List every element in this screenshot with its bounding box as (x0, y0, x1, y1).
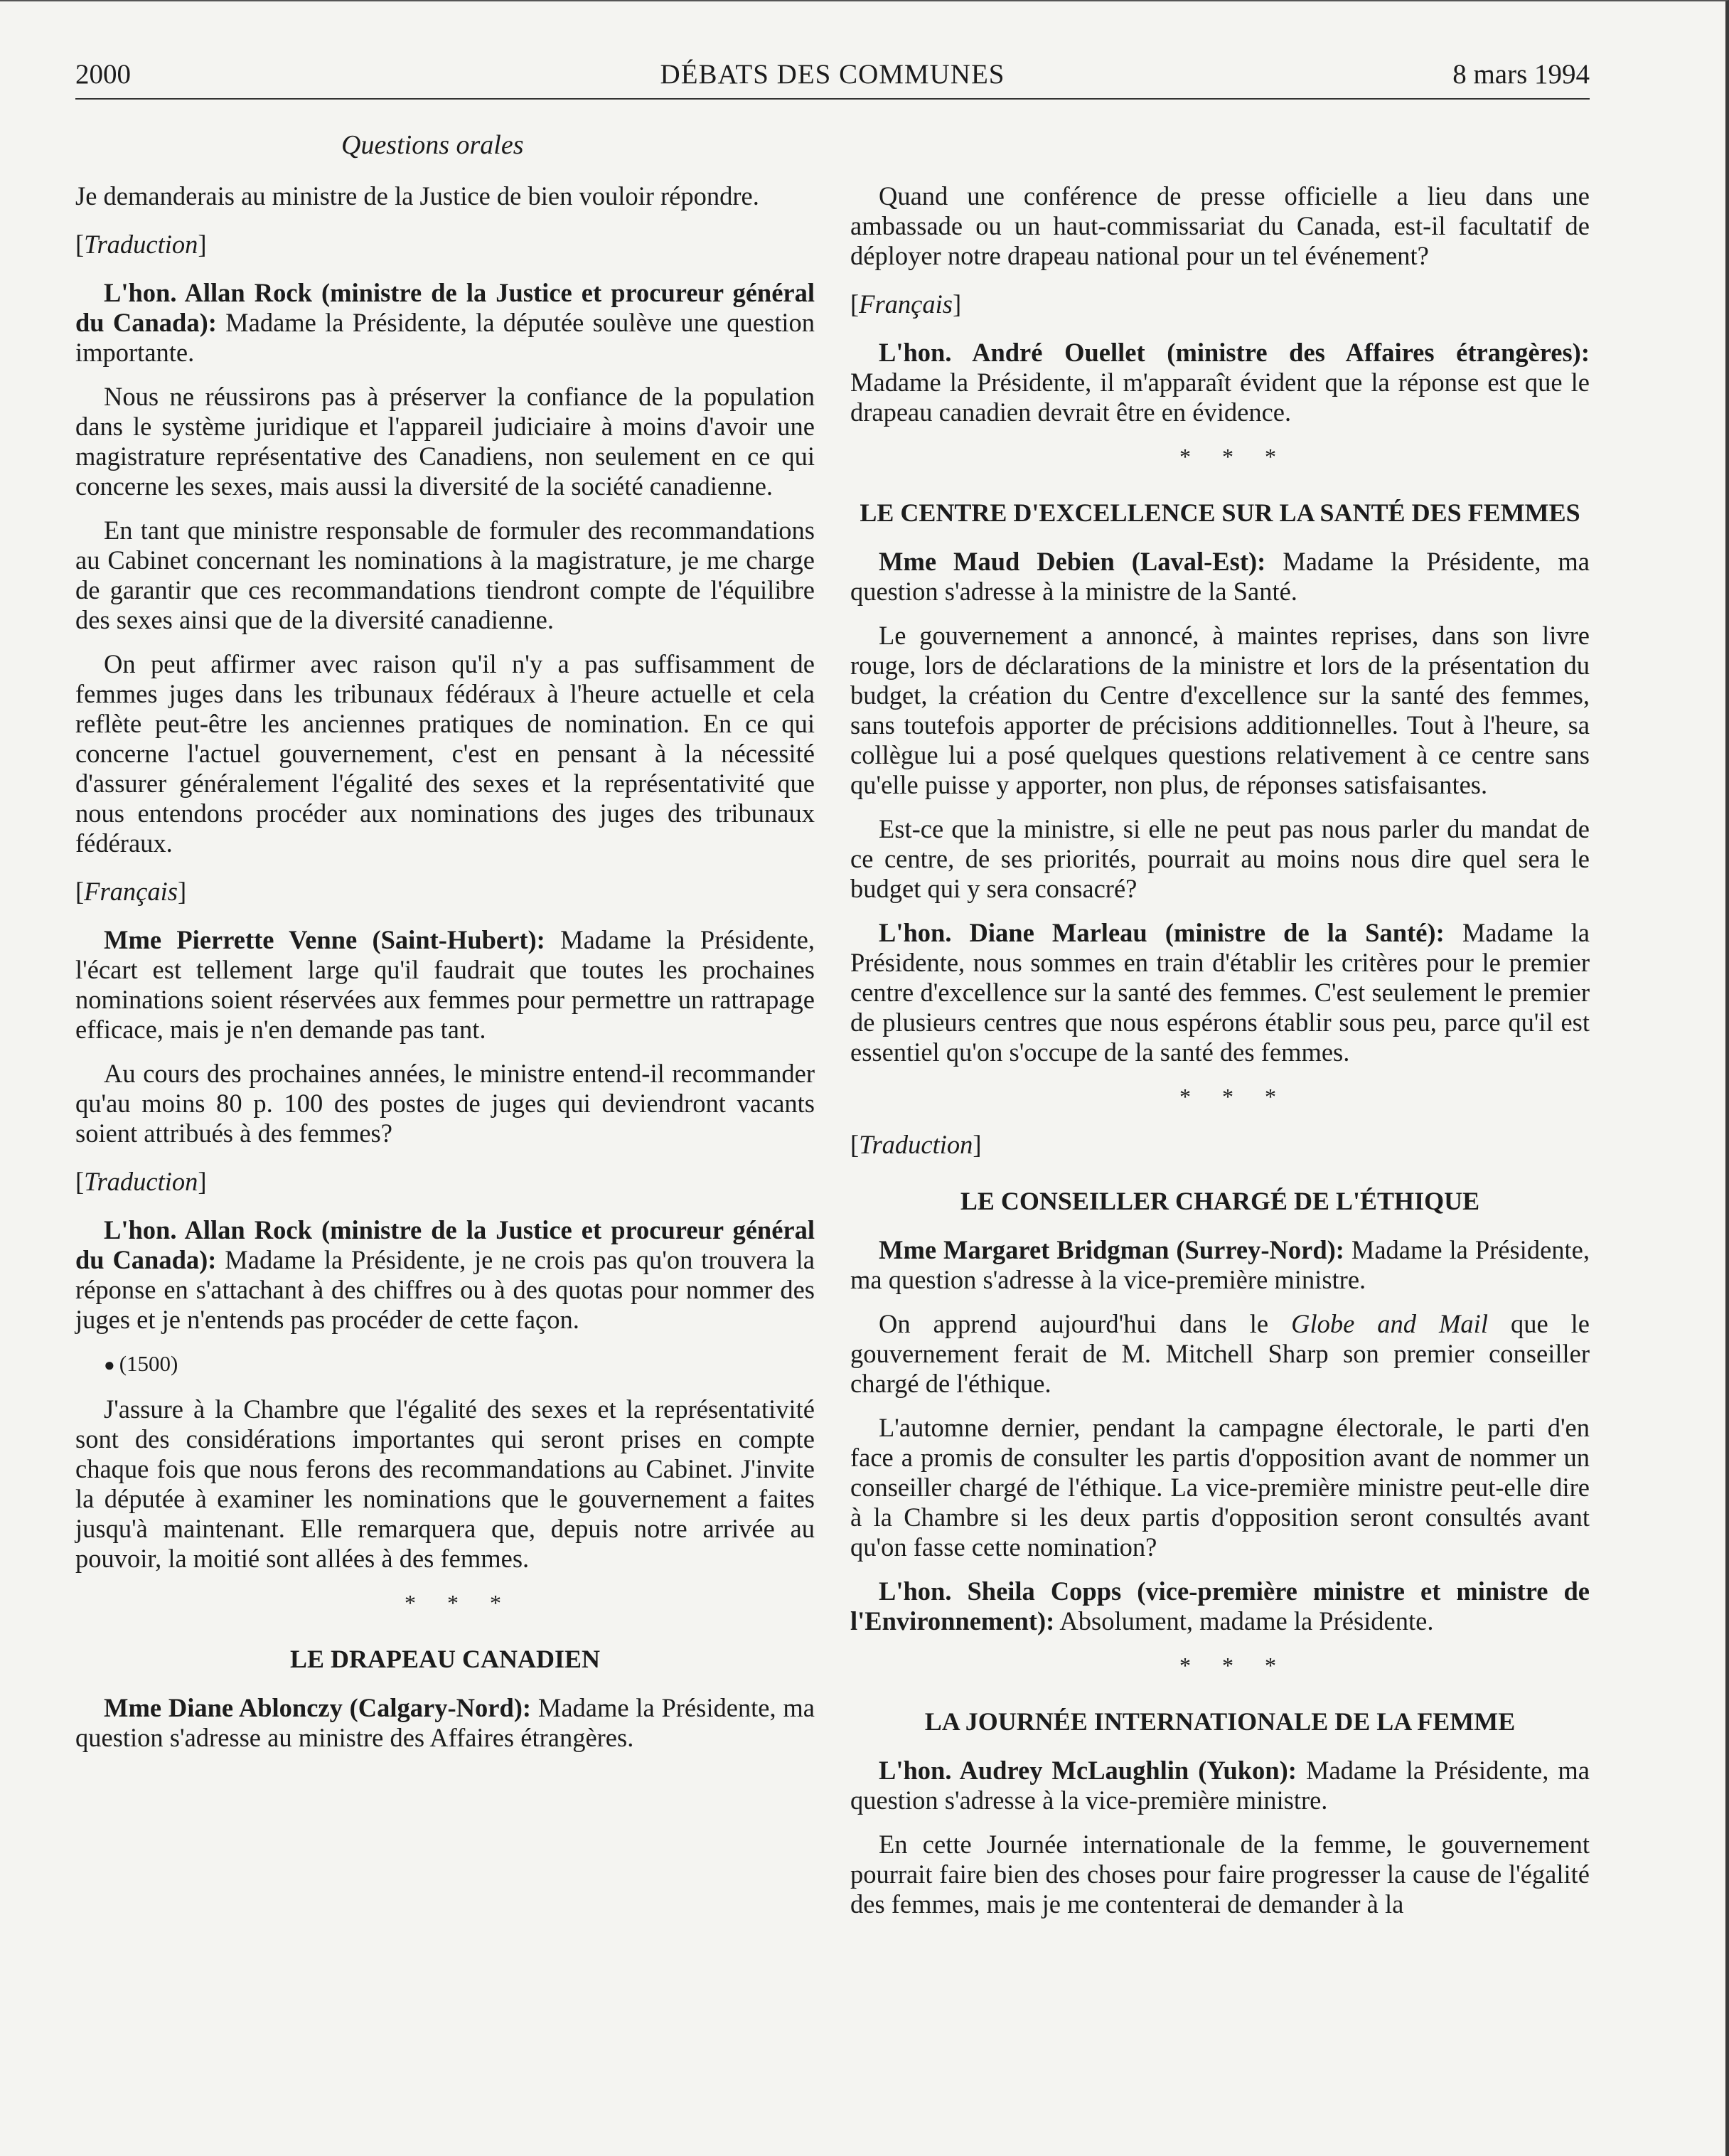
section-heading: LE DRAPEAU CANADIEN (289, 1645, 601, 1673)
paragraph: Nous ne réussirons pas à préserver la confiance de la population dans le système juridique et l'appareil judiciaire à moins d'avoir une magistrature représentative des Canadiens, non seulement en ce qui concerne les sexes, mais aussi la diversité de la société canadienne. (75, 382, 815, 501)
running-head: Questions orales (341, 130, 524, 160)
speaker-name: Mme Margaret Bridgman (Surrey-Nord): (879, 1235, 1344, 1264)
paragraph: On peut affirmer avec raison qu'il n'y a pas suffisamment de femmes juges dans les tribunaux fédéraux à l'heure actuelle et cela reflète peut-être les anciennes pratiques de nomination. En ce qui concerne l'actuel gouvernement, c'est en pensant à la nécessité d'assurer généralement l'égalité des sexes et la représentativité que nous entendons procéder aux nominations des juges des tribunaux fédéraux. (75, 649, 815, 858)
speaker-name: L'hon. Allan Rock (ministre de la Justice et procureur général du Canada): (75, 1215, 815, 1274)
paragraph: Au cours des prochaines années, le ministre entend-il recommander qu'au moins 80 p. 100 des postes de juges qui deviendront vacants soient attribués à des femmes? (75, 1059, 815, 1148)
paragraph: Est-ce que la ministre, si elle ne peut pas nous parler du mandat de ce centre, de ses priorités, pourrait au moins nous dire quel sera le budget qui y sera consacré? (850, 814, 1590, 903)
speaker-name: Mme Diane Ablonczy (Calgary-Nord): (104, 1693, 532, 1722)
speaker-name: Mme Pierrette Venne (Saint-Hubert): (104, 925, 545, 954)
right-column (850, 181, 1590, 1933)
section-separator: * * * (1179, 1653, 1289, 1678)
left-column (75, 181, 815, 1767)
bullet-icon: ● (104, 1355, 115, 1375)
paragraph: On apprend aujourd'hui dans le Globe and Mail que le gouvernement ferait de M. Mitchell Sharp son premier conseiller chargé de l'éthique. (850, 1309, 1590, 1398)
publication-title: DÉBATS DES COMMUNES (660, 59, 1005, 90)
page-date: 8 mars 1994 (1452, 59, 1590, 90)
speaker-name: L'hon. Allan Rock (ministre de la Justice et procureur général du Canada): (75, 278, 815, 337)
paragraph: L'automne dernier, pendant la campagne électorale, le parti d'en face a promis de consulter les partis d'opposition avant de nommer un conseiller chargé de l'éthique. La vice-première ministre peut-elle dire à la Chambre si les deux partis d'opposition seront consultés avant qu'on fasse cette nomination? (850, 1413, 1590, 1562)
speaker-name: L'hon. Audrey McLaughlin (Yukon): (879, 1756, 1297, 1785)
page-header (75, 58, 1590, 101)
language-marker: [Traduction] (75, 230, 207, 259)
section-separator: * * * (1179, 1084, 1289, 1109)
speaker-name: L'hon. Diane Marleau (ministre de la Santé): (879, 918, 1445, 947)
paragraph: En tant que ministre responsable de formuler des recommandations au Cabinet concernant les nominations à la magistrature, je me charge de garantir que ces recommandations tiendront compte de l'équilibre des sexes ainsi que de la diversité canadienne. (75, 516, 815, 634)
speaker-name: L'hon. André Ouellet (ministre des Affaires étrangères): (879, 338, 1590, 367)
speaker-name: L'hon. Sheila Copps (vice-première ministre et ministre de l'Environnement): (850, 1576, 1590, 1635)
speech: Mme Diane Ablonczy (Calgary-Nord): Madame la Présidente, ma question s'adresse au ministre des Affaires étrangères. (75, 1693, 815, 1752)
paragraph: J'assure à la Chambre que l'égalité des sexes et la représentativité sont des considérations importantes qui seront prises en compte chaque fois que nous ferons des recommandations au Cabinet. J'invite la députée à examiner les nominations que le gouvernement a faites jusqu'à maintenant. Elle remarquera que, depuis notre arrivée au pouvoir, la moitié sont allées à des femmes. (75, 1394, 815, 1573)
language-marker: [Traduction] (75, 1167, 207, 1196)
paragraph: Le gouvernement a annoncé, à maintes reprises, dans son livre rouge, lors de déclarations de la ministre et lors de la présentation du budget, la création du Centre d'excellence sur la santé des femmes, sans toutefois apporter de précisions additionnelles. Tout à l'heure, sa collègue lui a posé quelques questions relativement à ce centre sans qu'elle puisse y apporter, non plus, de réponses satisfaisantes. (850, 621, 1590, 799)
paragraph: En cette Journée internationale de la femme, le gouvernement pourrait faire bien des choses pour faire progresser la cause de l'égalité des femmes, mais je me contenterai de demander à la (850, 1830, 1590, 1918)
speech: L'hon. Allan Rock (ministre de la Justice et procureur général du Canada): Madame la Présidente, je ne crois pas qu'on trouvera la réponse en s'attachant à des chiffres ou à des quotas pour nommer des juges et je n'entends pas procéder de cette façon. (75, 1215, 815, 1334)
paragraph: Quand une conférence de presse officielle a lieu dans une ambassade ou un haut-commissariat du Canada, est-il facultatif de déployer notre drapeau national pour un tel événement? (850, 181, 1590, 270)
section-separator: * * * (405, 1590, 514, 1616)
page-number: 2000 (75, 59, 131, 90)
section-heading: LE CENTRE D'EXCELLENCE SUR LA SANTÉ DES FEMMES (860, 498, 1580, 527)
newspaper-title: Globe and Mail (1291, 1309, 1488, 1338)
section-heading: LA JOURNÉE INTERNATIONALE DE LA FEMME (924, 1707, 1516, 1736)
time-marker: ● (1500) (104, 1351, 178, 1376)
speech: Mme Margaret Bridgman (Surrey-Nord): Madame la Présidente, ma question s'adresse à la vice-première ministre. (850, 1235, 1590, 1294)
language-marker: [Français] (850, 289, 962, 319)
speech: Mme Pierrette Venne (Saint-Hubert): Madame la Présidente, l'écart est tellement large qu'il faudrait que toutes les prochaines nominations soient réservées aux femmes pour permettre un rattrapage efficace, mais je n'en demande pas tant. (75, 925, 815, 1044)
language-marker: [Traduction] (850, 1130, 982, 1159)
section-heading: LE CONSEILLER CHARGÉ DE L'ÉTHIQUE (960, 1187, 1480, 1215)
section-separator: * * * (1179, 444, 1289, 469)
language-marker: [Français] (75, 877, 187, 906)
speech: L'hon. Sheila Copps (vice-première ministre et ministre de l'Environnement): Absolument, madame la Présidente. (850, 1576, 1590, 1635)
speech: L'hon. Audrey McLaughlin (Yukon): Madame la Présidente, ma question s'adresse à la vice-première ministre. (850, 1756, 1590, 1815)
speaker-name: Mme Maud Debien (Laval-Est): (879, 547, 1266, 576)
speech: Mme Maud Debien (Laval-Est): Madame la Présidente, ma question s'adresse à la ministre de la Santé. (850, 547, 1590, 606)
speech: L'hon. Diane Marleau (ministre de la Santé): Madame la Présidente, nous sommes en train d'établir les critères pour le premier centre d'excellence sur la santé des femmes. C'est seulement le premier de plusieurs centres que nous espérons établir sous peu, parce qu'il est essentiel qu'on s'occupe de la santé des femmes. (850, 918, 1590, 1067)
speech: L'hon. André Ouellet (ministre des Affaires étrangères): Madame la Présidente, il m'apparaît évident que la réponse est que le drapeau canadien devrait être en évidence. (850, 338, 1590, 427)
paragraph: Je demanderais au ministre de la Justice de bien vouloir répondre. (75, 181, 759, 210)
speech: L'hon. Allan Rock (ministre de la Justice et procureur général du Canada): Madame la Présidente, la députée soulève une question importante. (75, 278, 815, 367)
header-rule (75, 98, 1590, 100)
